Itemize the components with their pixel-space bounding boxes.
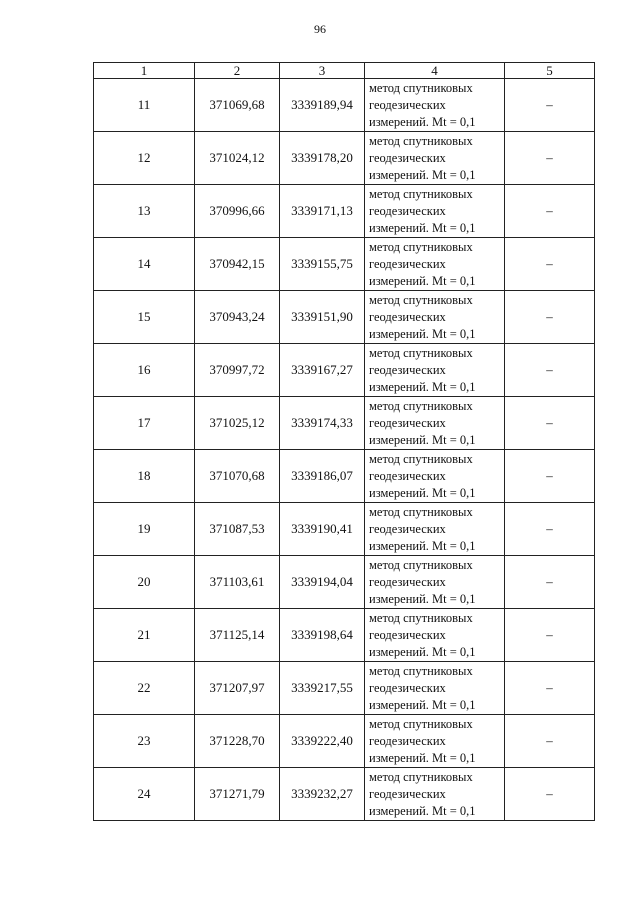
y-coordinate-cell: 3339198,64 bbox=[280, 609, 365, 662]
method-line: геодезических bbox=[369, 521, 446, 536]
method-line: метод спутниковых bbox=[369, 610, 473, 625]
method-line: измерений. Mt = 0,1 bbox=[369, 432, 476, 447]
point-number-cell: 14 bbox=[94, 238, 195, 291]
y-coordinate-cell: 3339155,75 bbox=[280, 238, 365, 291]
dash-cell: – bbox=[505, 556, 595, 609]
dash-cell: – bbox=[505, 132, 595, 185]
method-line: геодезических bbox=[369, 150, 446, 165]
x-coordinate-cell: 371103,61 bbox=[195, 556, 280, 609]
method-line: измерений. Mt = 0,1 bbox=[369, 114, 476, 129]
method-cell bbox=[365, 238, 505, 291]
table-row bbox=[94, 450, 595, 503]
method-line: метод спутниковых bbox=[369, 186, 473, 201]
table-row bbox=[94, 344, 595, 397]
coordinates-table bbox=[93, 62, 595, 821]
method-line: геодезических bbox=[369, 415, 446, 430]
method-cell bbox=[365, 185, 505, 238]
method-line: измерений. Mt = 0,1 bbox=[369, 220, 476, 235]
y-coordinate-cell: 3339190,41 bbox=[280, 503, 365, 556]
method-line: измерений. Mt = 0,1 bbox=[369, 538, 476, 553]
dash-cell: – bbox=[505, 662, 595, 715]
table-row bbox=[94, 79, 595, 132]
dash-cell: – bbox=[505, 79, 595, 132]
dash-cell: – bbox=[505, 715, 595, 768]
method-cell bbox=[365, 715, 505, 768]
method-line: геодезических bbox=[369, 680, 446, 695]
y-coordinate-cell: 3339151,90 bbox=[280, 291, 365, 344]
method-line: геодезических bbox=[369, 362, 446, 377]
method-line: метод спутниковых bbox=[369, 345, 473, 360]
page-number: 96 bbox=[314, 22, 326, 36]
x-coordinate-cell: 370996,66 bbox=[195, 185, 280, 238]
y-coordinate-cell: 3339178,20 bbox=[280, 132, 365, 185]
method-cell bbox=[365, 609, 505, 662]
method-line: измерений. Mt = 0,1 bbox=[369, 803, 476, 818]
table-header-row bbox=[94, 63, 595, 79]
point-number-cell: 24 bbox=[94, 768, 195, 821]
y-coordinate-cell: 3339189,94 bbox=[280, 79, 365, 132]
method-line: метод спутниковых bbox=[369, 239, 473, 254]
x-coordinate-cell: 370942,15 bbox=[195, 238, 280, 291]
method-line: метод спутниковых bbox=[369, 769, 473, 784]
x-coordinate-cell: 371087,53 bbox=[195, 503, 280, 556]
method-cell bbox=[365, 79, 505, 132]
method-line: геодезических bbox=[369, 786, 446, 801]
point-number-cell: 17 bbox=[94, 397, 195, 450]
y-coordinate-cell: 3339222,40 bbox=[280, 715, 365, 768]
method-line: геодезических bbox=[369, 627, 446, 642]
method-line: метод спутниковых bbox=[369, 398, 473, 413]
method-cell bbox=[365, 291, 505, 344]
method-line: геодезических bbox=[369, 468, 446, 483]
y-coordinate-cell: 3339217,55 bbox=[280, 662, 365, 715]
dash-cell: – bbox=[505, 450, 595, 503]
x-coordinate-cell: 371024,12 bbox=[195, 132, 280, 185]
table-row bbox=[94, 768, 595, 821]
table-row bbox=[94, 715, 595, 768]
method-cell bbox=[365, 503, 505, 556]
table-row bbox=[94, 662, 595, 715]
point-number-cell: 15 bbox=[94, 291, 195, 344]
y-coordinate-cell: 3339174,33 bbox=[280, 397, 365, 450]
dash-cell: – bbox=[505, 768, 595, 821]
point-number-cell: 23 bbox=[94, 715, 195, 768]
method-cell bbox=[365, 556, 505, 609]
y-coordinate-cell: 3339186,07 bbox=[280, 450, 365, 503]
x-coordinate-cell: 371070,68 bbox=[195, 450, 280, 503]
method-line: метод спутниковых bbox=[369, 451, 473, 466]
point-number-cell: 22 bbox=[94, 662, 195, 715]
method-cell bbox=[365, 344, 505, 397]
table-row bbox=[94, 556, 595, 609]
method-line: метод спутниковых bbox=[369, 557, 473, 572]
y-coordinate-cell: 3339171,13 bbox=[280, 185, 365, 238]
point-number-cell: 20 bbox=[94, 556, 195, 609]
column-header: 5 bbox=[505, 63, 595, 79]
method-cell bbox=[365, 768, 505, 821]
point-number-cell: 11 bbox=[94, 79, 195, 132]
method-line: измерений. Mt = 0,1 bbox=[369, 326, 476, 341]
x-coordinate-cell: 370943,24 bbox=[195, 291, 280, 344]
method-cell bbox=[365, 397, 505, 450]
dash-cell: – bbox=[505, 609, 595, 662]
method-cell bbox=[365, 132, 505, 185]
column-header: 3 bbox=[280, 63, 365, 79]
dash-cell: – bbox=[505, 397, 595, 450]
method-line: геодезических bbox=[369, 97, 446, 112]
point-number-cell: 19 bbox=[94, 503, 195, 556]
x-coordinate-cell: 371228,70 bbox=[195, 715, 280, 768]
dash-cell: – bbox=[505, 291, 595, 344]
method-line: измерений. Mt = 0,1 bbox=[369, 591, 476, 606]
method-line: метод спутниковых bbox=[369, 133, 473, 148]
method-line: геодезических bbox=[369, 309, 446, 324]
x-coordinate-cell: 371207,97 bbox=[195, 662, 280, 715]
method-line: измерений. Mt = 0,1 bbox=[369, 379, 476, 394]
method-line: измерений. Mt = 0,1 bbox=[369, 697, 476, 712]
method-line: измерений. Mt = 0,1 bbox=[369, 750, 476, 765]
column-header: 4 bbox=[365, 63, 505, 79]
x-coordinate-cell: 371069,68 bbox=[195, 79, 280, 132]
method-line: метод спутниковых bbox=[369, 80, 473, 95]
method-line: геодезических bbox=[369, 256, 446, 271]
table-row bbox=[94, 397, 595, 450]
y-coordinate-cell: 3339167,27 bbox=[280, 344, 365, 397]
column-header: 1 bbox=[94, 63, 195, 79]
method-line: геодезических bbox=[369, 203, 446, 218]
table-row bbox=[94, 503, 595, 556]
method-cell bbox=[365, 662, 505, 715]
dash-cell: – bbox=[505, 185, 595, 238]
point-number-cell: 12 bbox=[94, 132, 195, 185]
point-number-cell: 16 bbox=[94, 344, 195, 397]
method-line: измерений. Mt = 0,1 bbox=[369, 644, 476, 659]
table-row bbox=[94, 185, 595, 238]
method-line: измерений. Mt = 0,1 bbox=[369, 167, 476, 182]
method-line: метод спутниковых bbox=[369, 504, 473, 519]
table-row bbox=[94, 609, 595, 662]
method-line: геодезических bbox=[369, 733, 446, 748]
x-coordinate-cell: 371125,14 bbox=[195, 609, 280, 662]
x-coordinate-cell: 371025,12 bbox=[195, 397, 280, 450]
method-line: измерений. Mt = 0,1 bbox=[369, 273, 476, 288]
dash-cell: – bbox=[505, 238, 595, 291]
dash-cell: – bbox=[505, 344, 595, 397]
method-cell bbox=[365, 450, 505, 503]
column-header: 2 bbox=[195, 63, 280, 79]
y-coordinate-cell: 3339232,27 bbox=[280, 768, 365, 821]
method-line: измерений. Mt = 0,1 bbox=[369, 485, 476, 500]
point-number-cell: 13 bbox=[94, 185, 195, 238]
x-coordinate-cell: 370997,72 bbox=[195, 344, 280, 397]
point-number-cell: 18 bbox=[94, 450, 195, 503]
method-line: метод спутниковых bbox=[369, 663, 473, 678]
table-row bbox=[94, 132, 595, 185]
table-row bbox=[94, 291, 595, 344]
x-coordinate-cell: 371271,79 bbox=[195, 768, 280, 821]
method-line: метод спутниковых bbox=[369, 716, 473, 731]
point-number-cell: 21 bbox=[94, 609, 195, 662]
dash-cell: – bbox=[505, 503, 595, 556]
y-coordinate-cell: 3339194,04 bbox=[280, 556, 365, 609]
method-line: геодезических bbox=[369, 574, 446, 589]
table-row bbox=[94, 238, 595, 291]
method-line: метод спутниковых bbox=[369, 292, 473, 307]
